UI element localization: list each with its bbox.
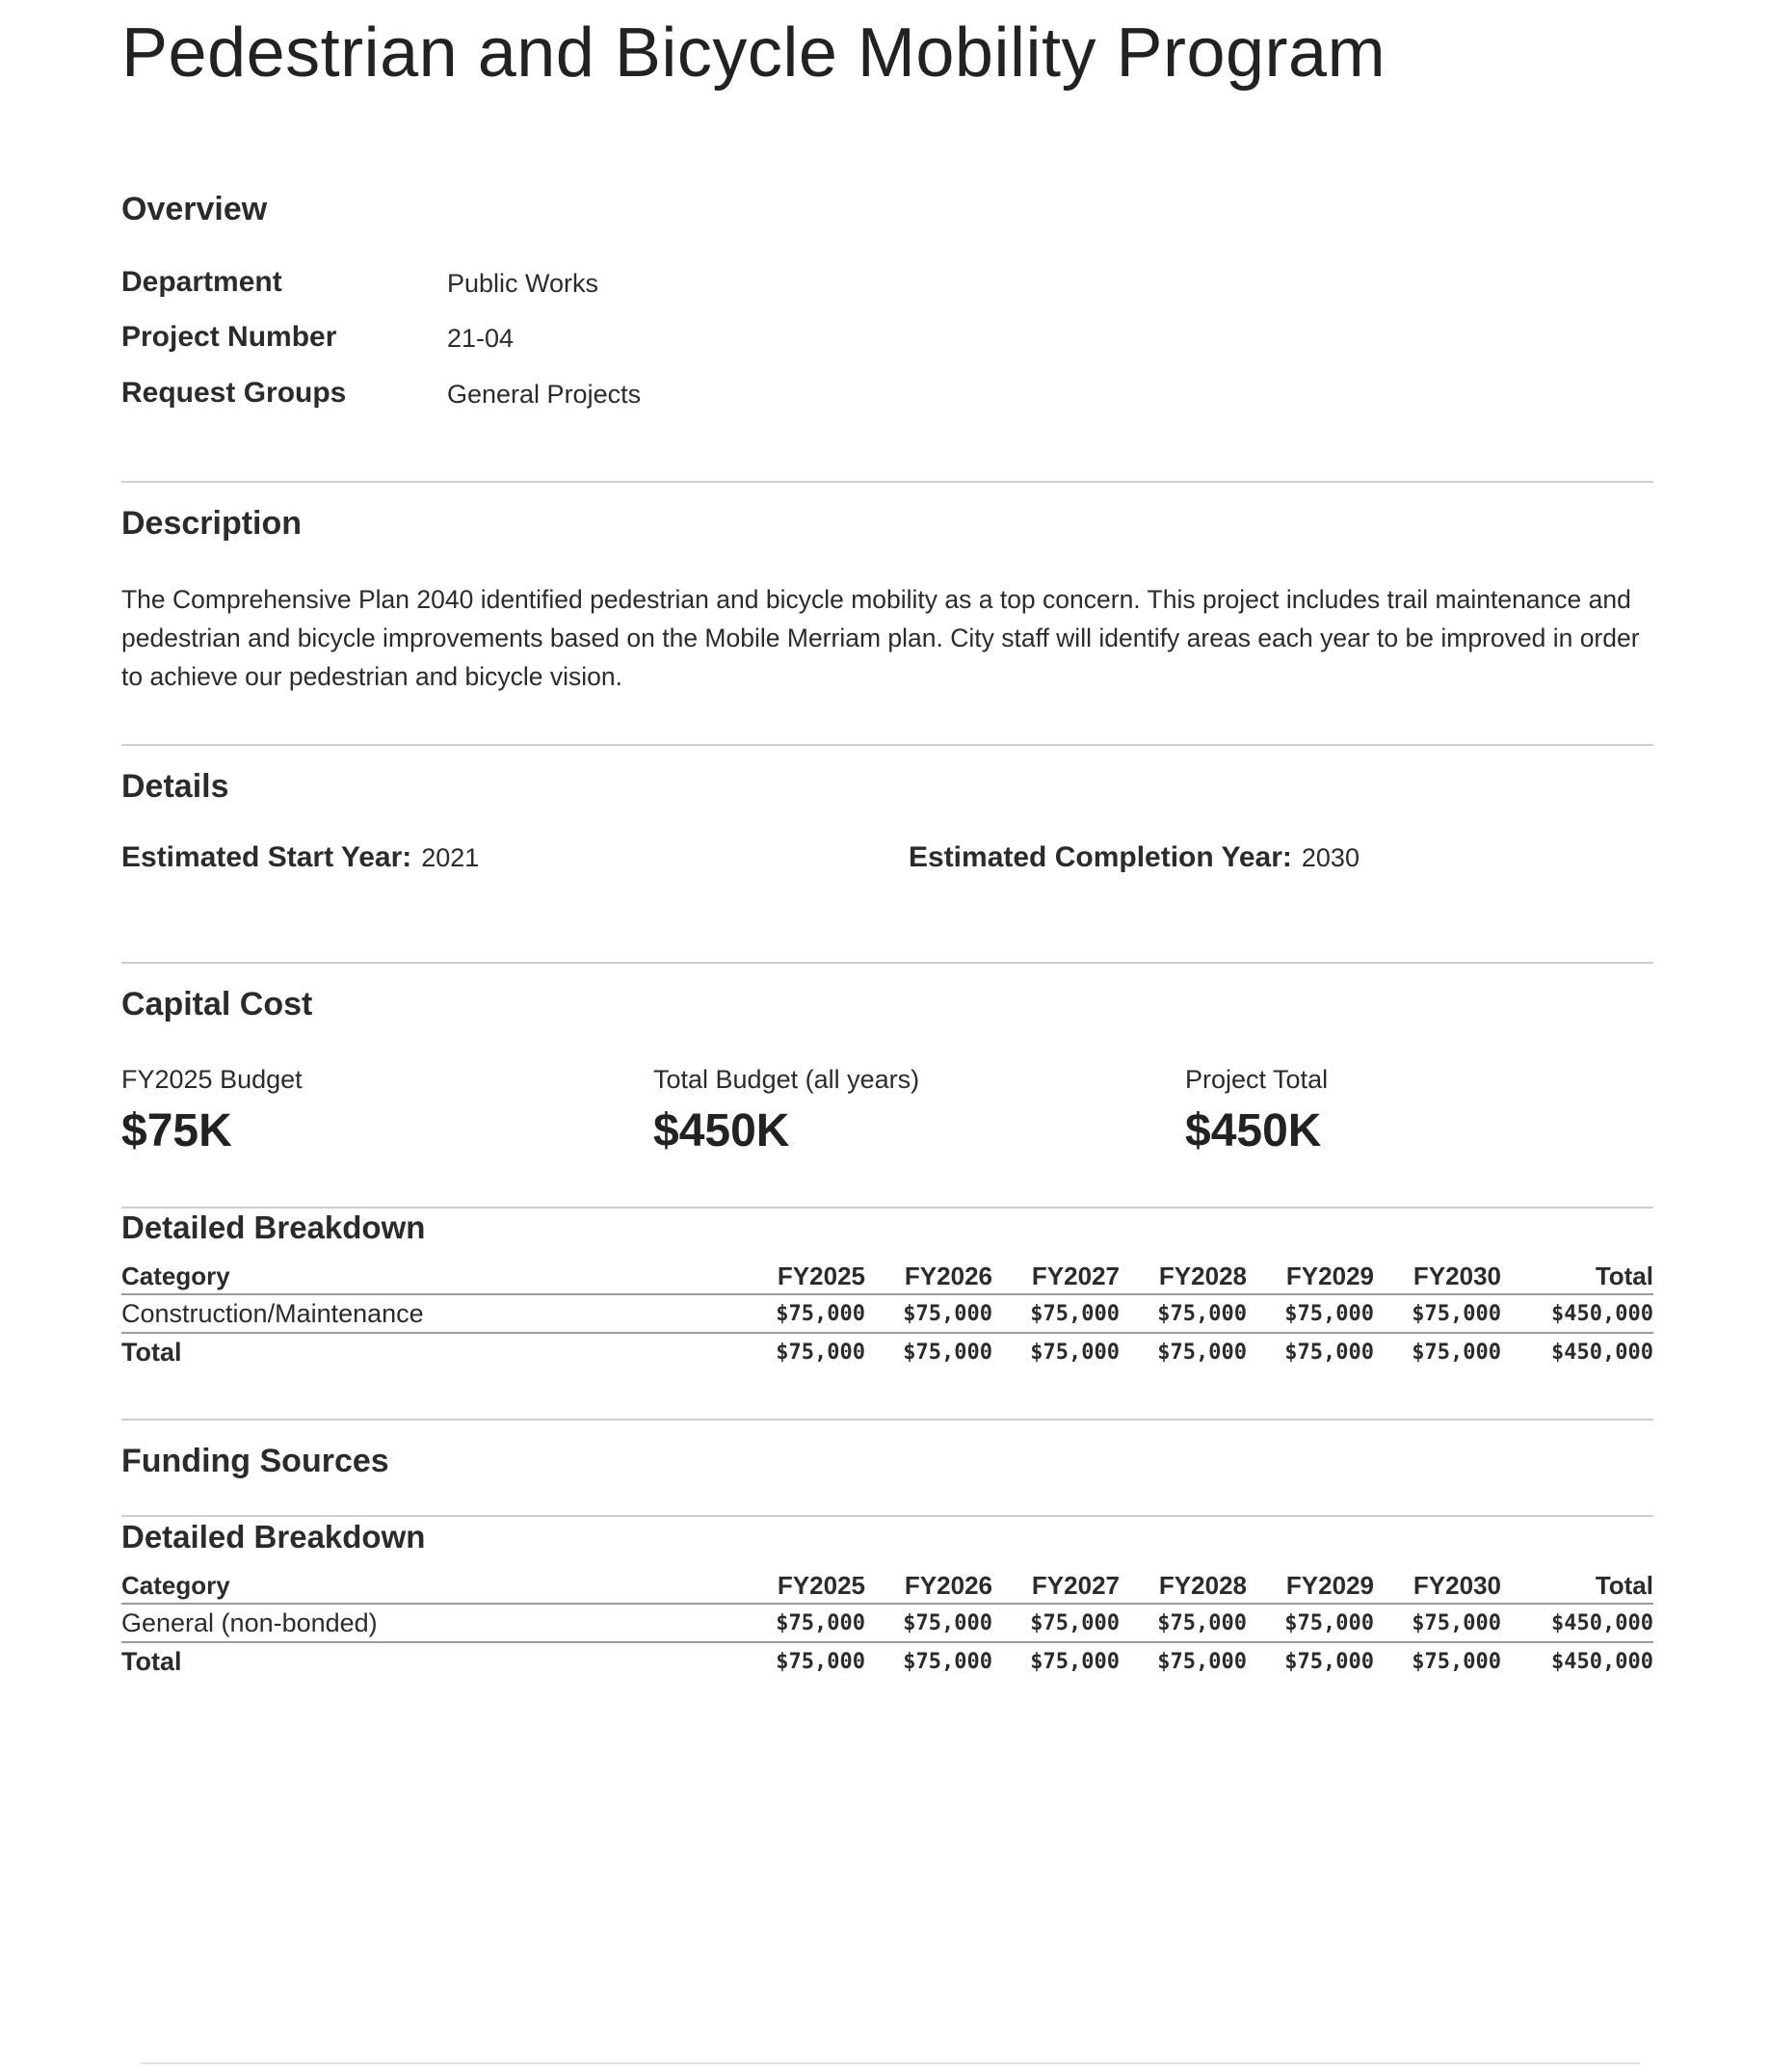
- table-cell: Construction/Maintenance: [121, 1294, 738, 1333]
- table-cell: $75,000: [1247, 1294, 1374, 1333]
- project-total-value: $450K: [1185, 1105, 1322, 1156]
- start-year-label: Estimated Start Year:: [121, 841, 412, 873]
- table-row: [121, 1604, 1653, 1642]
- start-year-value: 2021: [421, 843, 480, 872]
- column-header: FY2028: [1120, 1255, 1247, 1294]
- estimated-start-year: [121, 841, 479, 874]
- project-total-label: Project Total: [1185, 1065, 1329, 1094]
- column-header: FY2025: [738, 1564, 865, 1604]
- divider: [121, 1207, 1653, 1209]
- table-cell: $75,000: [738, 1294, 865, 1333]
- table-cell: $75,000: [865, 1604, 992, 1642]
- column-header: FY2030: [1374, 1564, 1501, 1604]
- table-cell: $75,000: [1157, 1340, 1247, 1365]
- project-number-label: Project Number: [121, 321, 337, 353]
- table-cell: $75,000: [1157, 1649, 1247, 1674]
- table-cell: $75,000: [738, 1604, 865, 1642]
- funding-breakdown-heading: Detailed Breakdown: [121, 1519, 426, 1554]
- completion-year-label: Estimated Completion Year:: [909, 841, 1292, 873]
- overview-heading: Overview: [121, 191, 268, 227]
- table-cell: $75,000: [1412, 1340, 1501, 1365]
- table-cell: $75,000: [1120, 1604, 1247, 1642]
- divider: [121, 481, 1653, 483]
- table-cell: $450,000: [1501, 1604, 1653, 1642]
- table-cell: $75,000: [1120, 1294, 1247, 1333]
- capital-cost-heading: Capital Cost: [121, 986, 313, 1023]
- fy-budget-label: FY2025 Budget: [121, 1065, 303, 1094]
- capital-breakdown-heading: Detailed Breakdown: [121, 1209, 426, 1245]
- estimated-completion-year: [909, 841, 1360, 874]
- department-value: Public Works: [447, 269, 599, 298]
- table-cell: $75,000: [1247, 1604, 1374, 1642]
- request-groups-label: Request Groups: [121, 377, 347, 409]
- column-header: Category: [121, 1255, 738, 1294]
- table-cell: $75,000: [1374, 1604, 1501, 1642]
- funding-sources-table: [121, 1564, 1653, 1680]
- details-heading: Details: [121, 768, 229, 805]
- column-header: Category: [121, 1564, 738, 1604]
- capital-cost-table: [121, 1255, 1653, 1370]
- column-header: FY2029: [1247, 1564, 1374, 1604]
- divider: [121, 744, 1653, 746]
- fy-budget-value: $75K: [121, 1105, 232, 1156]
- table-cell: $75,000: [776, 1340, 865, 1365]
- completion-year-value: 2030: [1301, 843, 1360, 872]
- column-header: FY2026: [865, 1255, 992, 1294]
- table-row: [121, 1294, 1653, 1333]
- description-text: The Comprehensive Plan 2040 identified pedestrian and bicycle mobility as a top concern. This project includes trail maintenance and pedestrian and bicycle improvements based on the Mobile Merriam plan. City staff will identify areas each year to be improved in order to achieve our pedestrian and bicycle vision.: [121, 585, 1640, 691]
- page-title: Pedestrian and Bicycle Mobility Program: [121, 14, 1386, 92]
- total-budget-value: $450K: [653, 1105, 790, 1156]
- column-header: FY2027: [992, 1564, 1120, 1604]
- table-total-row: [121, 1333, 1653, 1370]
- table-total-row: [121, 1642, 1653, 1680]
- department-label: Department: [121, 266, 282, 298]
- column-header: FY2025: [738, 1255, 865, 1294]
- table-cell: General (non-bonded): [121, 1604, 738, 1642]
- column-header: FY2030: [1374, 1255, 1501, 1294]
- table-cell: $75,000: [1030, 1340, 1120, 1365]
- table-cell: $75,000: [1030, 1649, 1120, 1674]
- table-cell: $75,000: [903, 1340, 992, 1365]
- table-cell: $450,000: [1551, 1649, 1653, 1674]
- table-cell: $450,000: [1551, 1340, 1653, 1365]
- table-header-row: [121, 1255, 1653, 1294]
- description-heading: Description: [121, 505, 303, 542]
- table-cell: $75,000: [992, 1604, 1120, 1642]
- column-header: FY2029: [1247, 1255, 1374, 1294]
- column-header: FY2026: [865, 1564, 992, 1604]
- divider: [121, 1419, 1653, 1421]
- table-cell: Total: [121, 1646, 182, 1676]
- table-cell: $450,000: [1501, 1294, 1653, 1333]
- column-header: Total: [1501, 1255, 1653, 1294]
- table-cell: $75,000: [1412, 1649, 1501, 1674]
- table-cell: $75,000: [903, 1649, 992, 1674]
- footer-divider: [141, 2062, 1640, 2064]
- divider: [121, 1515, 1653, 1517]
- table-cell: $75,000: [1284, 1340, 1374, 1365]
- table-cell: $75,000: [865, 1294, 992, 1333]
- table-cell: $75,000: [1374, 1294, 1501, 1333]
- table-header-row: [121, 1564, 1653, 1604]
- total-budget-label: Total Budget (all years): [653, 1065, 920, 1094]
- divider: [121, 962, 1653, 964]
- project-number-value: 21-04: [447, 324, 515, 353]
- column-header: FY2027: [992, 1255, 1120, 1294]
- table-cell: Total: [121, 1337, 182, 1367]
- column-header: Total: [1501, 1564, 1653, 1604]
- table-cell: $75,000: [992, 1294, 1120, 1333]
- table-cell: $75,000: [1284, 1649, 1374, 1674]
- column-header: FY2028: [1120, 1564, 1247, 1604]
- table-cell: $75,000: [776, 1649, 865, 1674]
- request-groups-value: General Projects: [447, 380, 642, 409]
- funding-sources-heading: Funding Sources: [121, 1443, 389, 1479]
